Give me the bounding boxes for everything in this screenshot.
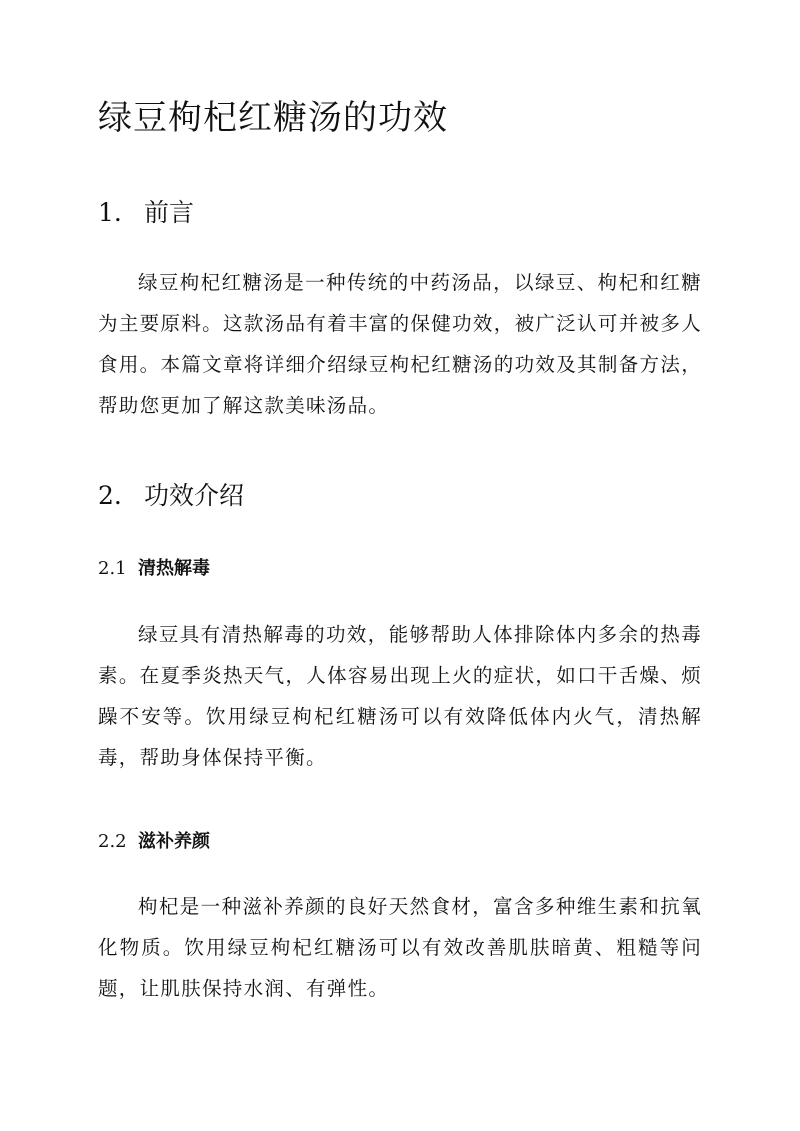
document-title: 绿豆枸杞红糖汤的功效: [98, 98, 448, 138]
section-number: 2.: [98, 481, 122, 510]
section-title: 功效介绍: [144, 481, 245, 510]
section-heading-benefits: [98, 476, 244, 516]
subsection-title: 清热解毒: [138, 558, 210, 579]
subsection-heading-detox: [98, 554, 210, 584]
subsection-title: 滋补养颜: [138, 831, 210, 852]
subsection-heading-nourish: [98, 827, 210, 857]
intro-paragraph: 绿豆枸杞红糖汤是一种传统的中药汤品，以绿豆、枸杞和红糖为主要原料。这款汤品有着丰富的保健功效，被广泛认可并被多人食用。本篇文章将详细介绍绿豆枸杞红糖汤的功效及其制备方法，帮助您更加了解这款美味汤品。: [98, 271, 702, 417]
section-title: 前言: [144, 198, 195, 227]
section-number: 1.: [98, 198, 122, 227]
subsection-number: 2.1: [98, 558, 127, 579]
section-heading-intro: [98, 193, 194, 233]
nourish-paragraph: 枸杞是一种滋补养颜的良好天然食材，富含多种维生素和抗氧化物质。饮用绿豆枸杞红糖汤可以有效改善肌肤暗黄、粗糙等问题，让肌肤保持水润、有弹性。: [98, 895, 702, 1000]
detox-paragraph: 绿豆具有清热解毒的功效，能够帮助人体排除体内多余的热毒素。在夏季炎热天气，人体容易出现上火的症状，如口干舌燥、烦躁不安等。饮用绿豆枸杞红糖汤可以有效降低体内火气，清热解毒，帮助身体保持平衡。: [98, 623, 702, 769]
subsection-number: 2.2: [98, 831, 127, 852]
